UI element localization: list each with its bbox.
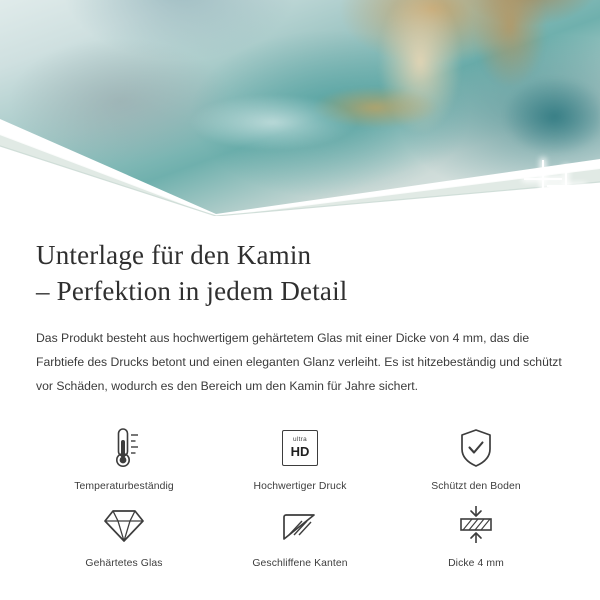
shield-check-icon <box>457 425 495 471</box>
thermometer-icon <box>104 425 144 471</box>
content-area <box>0 238 600 569</box>
headline-line-2: – Perfektion in jedem Detail <box>36 275 348 306</box>
feature-item <box>36 502 212 569</box>
feature-item <box>212 502 388 569</box>
sparkle-icon <box>556 176 576 196</box>
bottom-spacer <box>0 596 600 600</box>
ultra-hd-badge-top: ultra <box>293 436 307 444</box>
feature-label: Schützt den Boden <box>431 480 521 492</box>
hero-image <box>0 0 600 216</box>
thickness-icon <box>456 502 496 548</box>
feature-label: Dicke 4 mm <box>448 557 504 569</box>
feature-item <box>36 425 212 492</box>
feature-item <box>388 502 564 569</box>
feature-item <box>388 425 564 492</box>
ultra-hd-badge-main: HD <box>290 443 310 459</box>
marbled-glass-artwork <box>0 0 600 214</box>
feature-label: Geschliffene Kanten <box>252 557 348 569</box>
feature-label: Gehärtetes Glas <box>85 557 163 569</box>
description-paragraph: Das Produkt besteht aus hochwertigem gehärtetem Glas mit einer Dicke von 4 mm, das die Farbtiefe des Drucks betont und einen eleganten Glanz verleiht. Es ist hitzebeständig und schützt vor Schäden, wodurch es den Bereich um den Kamin für Jahre sichert. <box>36 331 562 393</box>
diamond-icon <box>102 502 146 548</box>
page-title <box>36 238 564 309</box>
feature-grid <box>36 425 564 569</box>
polished-edges-icon <box>280 502 320 548</box>
feature-item <box>212 425 388 492</box>
ultra-hd-icon <box>282 425 318 471</box>
feature-label: Temperaturbeständig <box>74 480 174 492</box>
headline-line-1: Unterlage für den Kamin <box>36 240 312 270</box>
feature-label: Hochwertiger Druck <box>253 480 347 492</box>
